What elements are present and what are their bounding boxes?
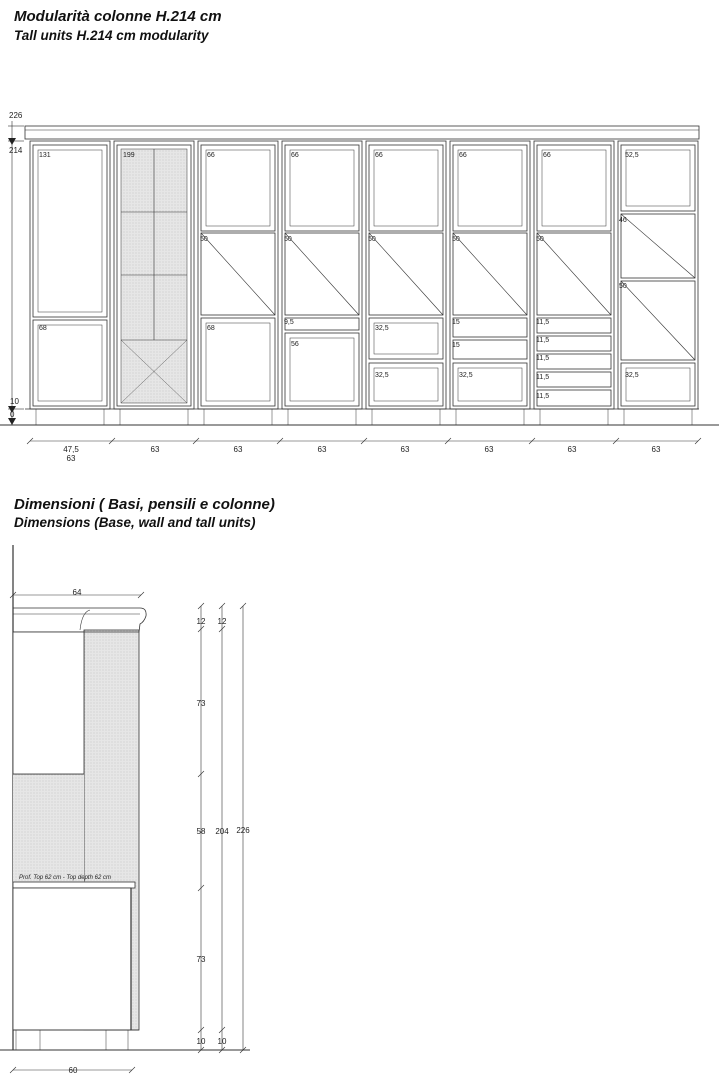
- panel-height-label: 68: [39, 325, 47, 332]
- width-label: 63: [150, 445, 160, 454]
- door-inset: [38, 325, 102, 401]
- panel-height-label: 50: [368, 236, 376, 243]
- width-label: 63: [400, 445, 410, 454]
- tall-unit-8: [618, 141, 698, 425]
- panel-height-label: 46: [619, 217, 627, 224]
- level-arrow-0: [8, 418, 16, 425]
- width-label: 63: [233, 445, 243, 454]
- panel-height-label: 15: [452, 342, 460, 349]
- drawer: [453, 318, 527, 337]
- drawer: [453, 340, 527, 359]
- cornice: [25, 126, 699, 139]
- panel-height-label: 15: [452, 319, 460, 326]
- panel-height-label: 11,5: [536, 374, 550, 381]
- panel-height-label: 32,5: [375, 372, 389, 379]
- panel-height-label: 50: [200, 236, 208, 243]
- height-label: 73: [196, 699, 206, 708]
- panel-height-label: 50: [536, 236, 544, 243]
- tall-unit-3: [198, 141, 278, 425]
- level-markers: [8, 111, 24, 425]
- panel-height-label: 32,5: [459, 372, 473, 379]
- panel-height-label: 32,5: [375, 325, 389, 332]
- height-label: 10: [217, 1037, 227, 1046]
- panel-height-label: 11,5: [536, 319, 550, 326]
- tall-unit-2-glass: [114, 141, 194, 425]
- wall-unit: [13, 632, 84, 774]
- door-panel: [33, 320, 107, 406]
- tall-unit-1: [30, 141, 110, 425]
- base-unit: [13, 888, 131, 1030]
- panel-height-label: 199: [123, 152, 135, 159]
- width-label: 63: [651, 445, 661, 454]
- tall-unit-5: [366, 141, 446, 425]
- drawer: [285, 318, 359, 330]
- panel-height-label: 66: [375, 152, 383, 159]
- width-label: 63: [317, 445, 327, 454]
- side-section-drawing: [0, 545, 250, 1050]
- panel-height-label: 131: [39, 152, 51, 159]
- panel-height-label: 11,5: [536, 355, 550, 362]
- height-label: 73: [196, 955, 206, 964]
- tall-unit-6: [450, 141, 530, 425]
- height-label: 204: [215, 827, 229, 836]
- total-height-label: 226: [236, 826, 250, 835]
- panel-height-label: 66: [543, 152, 551, 159]
- level-label-0: 0: [10, 410, 15, 419]
- top-width-label: 64: [72, 588, 82, 597]
- top-depth-note: Prof. Top 62 cm - Top depth 62 cm: [19, 875, 111, 881]
- tall-unit-7: [534, 141, 614, 425]
- panel-height-label: 50: [284, 236, 292, 243]
- panel-height-label: 11,5: [536, 337, 550, 344]
- section2-title-it: Dimensioni ( Basi, pensili e colonne): [14, 496, 275, 513]
- panel-height-label: 50: [452, 236, 460, 243]
- panel-height-label: 68: [207, 325, 215, 332]
- worktop: [13, 882, 135, 888]
- width-label: 63: [66, 454, 76, 463]
- tall-unit-4: [282, 141, 362, 425]
- level-label-226: 226: [9, 111, 23, 120]
- level-label-10: 10: [10, 397, 19, 406]
- level-arrow-214: [8, 138, 16, 145]
- level-label-214: 214: [9, 146, 23, 155]
- door-panel: [33, 145, 107, 317]
- width-label: 47,5: [63, 445, 79, 454]
- panel-height-label: 66: [207, 152, 215, 159]
- panel-height-label: 66: [459, 152, 467, 159]
- height-label: 58: [196, 827, 206, 836]
- height-label: 12: [196, 617, 206, 626]
- panel-height-label: 66: [291, 152, 299, 159]
- panel-height-label: 9,5: [284, 319, 294, 326]
- panel-height-label: 50: [619, 283, 627, 290]
- width-dimension-chain: [27, 438, 701, 444]
- width-label: 63: [567, 445, 577, 454]
- door-inset: [38, 150, 102, 312]
- height-label: 12: [217, 617, 227, 626]
- section2-title-en: Dimensions (Base, wall and tall units): [14, 515, 256, 530]
- panel-height-label: 56: [291, 341, 299, 348]
- section1-title-it: Modularità colonne H.214 cm: [14, 8, 222, 25]
- panel-height-label: 52,5: [625, 152, 639, 159]
- width-label: 63: [484, 445, 494, 454]
- bottom-width-label: 60: [68, 1066, 78, 1075]
- panel-height-label: 11,5: [536, 393, 550, 400]
- section1-title-en: Tall units H.214 cm modularity: [14, 28, 209, 43]
- panel-height-label: 32,5: [625, 372, 639, 379]
- cornice-profile: [13, 608, 146, 632]
- height-label: 10: [196, 1037, 206, 1046]
